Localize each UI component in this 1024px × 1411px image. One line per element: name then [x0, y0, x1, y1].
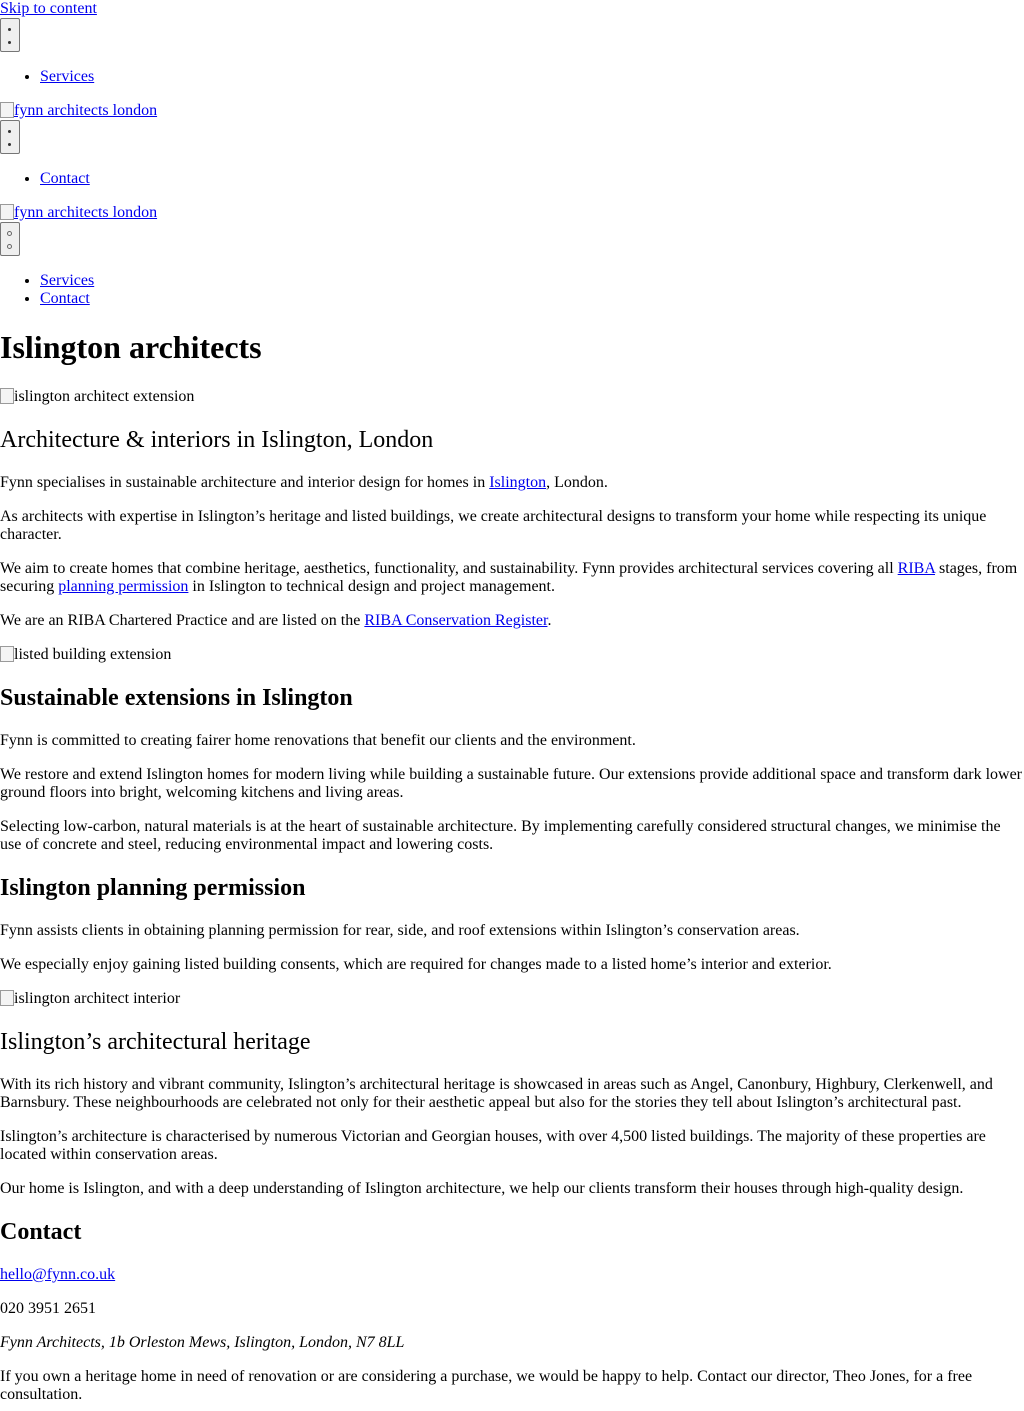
toggle-ring-icon	[7, 231, 12, 236]
broken-image-icon	[0, 646, 14, 662]
paragraph: Islington’s architecture is characterised by numerous Victorian and Georgian houses, with over 4,500 listed buildings. The majority of these properties are located within conservation areas.	[0, 1128, 986, 1163]
site-logo-link[interactable]	[0, 102, 1024, 120]
paragraph	[0, 474, 1024, 492]
paragraph: Fynn assists clients in obtaining planning permission for rear, side, and roof extensions within Islington’s conservation areas.	[0, 922, 800, 939]
riba-link[interactable]: RIBA	[897, 560, 936, 577]
text: Fynn specialises in sustainable architecture and interior design for homes in	[0, 474, 490, 491]
toggle-dot-icon	[8, 143, 11, 146]
section-heading-planning: Islington planning permission	[0, 875, 306, 901]
paragraph: As architects with expertise in Islington’s heritage and listed buildings, we create architectural designs to transform your home while respecting its unique character.	[0, 508, 987, 543]
toggle-dot-icon	[8, 28, 11, 31]
menu-toggle-button[interactable]	[0, 120, 20, 154]
riba-conservation-register-link[interactable]: RIBA Conservation Register	[364, 612, 548, 629]
nav-item-services	[40, 272, 1024, 290]
contact-email	[0, 1266, 1024, 1284]
image-alt-text: islington architect extension	[14, 388, 195, 405]
nav-item-contact	[40, 170, 1024, 188]
mobile-nav	[0, 272, 1024, 308]
paragraph: We restore and extend Islington homes for modern living while building a sustainable future. Our extensions provide additional space and transform dark lower ground floors into bright, welcoming kitchens and living areas.	[0, 766, 1022, 801]
islington-link[interactable]: Islington	[489, 474, 547, 491]
section-heading-sustainable: Sustainable extensions in Islington	[0, 685, 353, 711]
nav-item-contact	[40, 290, 1024, 308]
paragraph: Selecting low-carbon, natural materials is at the heart of sustainable architecture. By implementing carefully considered structural changes, we minimise the use of concrete and steel, reducing environmental impact and lowering costs.	[0, 818, 1001, 853]
listed-building-image	[0, 646, 1024, 664]
text: We are an RIBA Chartered Practice and are listed on the	[0, 612, 365, 629]
paragraph	[0, 560, 1024, 596]
text: We aim to create homes that combine heritage, aesthetics, functionality, and sustainability. Fynn provides architectural services covering all	[0, 560, 898, 577]
text: stages, from securing	[0, 560, 1018, 595]
section-heading-heritage: Islington’s architectural heritage	[0, 1029, 311, 1055]
image-alt-text: islington architect interior	[14, 990, 181, 1007]
logo-alt-text: fynn architects london	[14, 204, 158, 221]
section-heading-architecture: Architecture & interiors in Islington, London	[0, 427, 434, 453]
logo-alt-text: fynn architects london	[14, 102, 158, 119]
paragraph	[0, 612, 1024, 630]
menu-toggle-button[interactable]	[0, 18, 20, 52]
primary-nav	[0, 68, 1024, 86]
paragraph: With its rich history and vibrant community, Islington’s architectural heritage is showcased in areas such as Angel, Canonbury, Highbury, Clerkenwell, and Barnsbury. These neighbourhoods are celebrated not only for their aesthetic appeal but also for the stories they tell about Islington’s architectural past.	[0, 1076, 993, 1111]
mobile-menu-toggle-button[interactable]	[0, 222, 20, 256]
contact-phone: 020 3951 2651	[0, 1300, 96, 1317]
contact-note: If you own a heritage home in need of renovation or are considering a purchase, we would be happy to help. Contact our director, Theo Jones, for a free consultation.	[0, 1368, 973, 1403]
toggle-dot-icon	[8, 130, 11, 133]
nav-link-contact[interactable]: Contact	[40, 170, 90, 187]
interior-image	[0, 990, 1024, 1008]
broken-image-icon	[0, 204, 14, 220]
text: .	[547, 612, 552, 629]
nav-link-services[interactable]: Services	[40, 68, 95, 85]
toggle-dot-icon	[8, 41, 11, 44]
planning-permission-link[interactable]: planning permission	[58, 578, 189, 595]
toggle-ring-icon	[7, 244, 12, 249]
nav-link-contact[interactable]: Contact	[40, 290, 90, 307]
broken-image-icon	[0, 388, 14, 404]
secondary-nav	[0, 170, 1024, 188]
paragraph: Our home is Islington, and with a deep understanding of Islington architecture, we help our clients transform their houses through high-quality design.	[0, 1180, 964, 1197]
address-text: Fynn Architects, 1b Orleston Mews, Islington, London, N7 8LL	[0, 1334, 405, 1351]
text: , London.	[546, 474, 608, 491]
broken-image-icon	[0, 990, 14, 1006]
text: in Islington to technical design and project management.	[188, 578, 555, 595]
image-alt-text: listed building extension	[14, 646, 172, 663]
section-heading-contact: Contact	[0, 1219, 82, 1245]
paragraph: Fynn is committed to creating fairer home renovations that benefit our clients and the environment.	[0, 732, 636, 749]
paragraph: We especially enjoy gaining listed building consents, which are required for changes made to a listed home’s interior and exterior.	[0, 956, 832, 973]
site-logo-link[interactable]	[0, 204, 1024, 222]
email-link[interactable]: hello@fynn.co.uk	[0, 1266, 116, 1283]
skip-to-content-link[interactable]: Skip to content	[0, 0, 97, 17]
page-title: Islington architects	[0, 329, 262, 365]
contact-address	[0, 1334, 1024, 1352]
nav-item-services	[40, 68, 1024, 86]
broken-image-icon	[0, 102, 14, 118]
nav-link-services[interactable]: Services	[40, 272, 95, 289]
extension-image	[0, 388, 1024, 406]
